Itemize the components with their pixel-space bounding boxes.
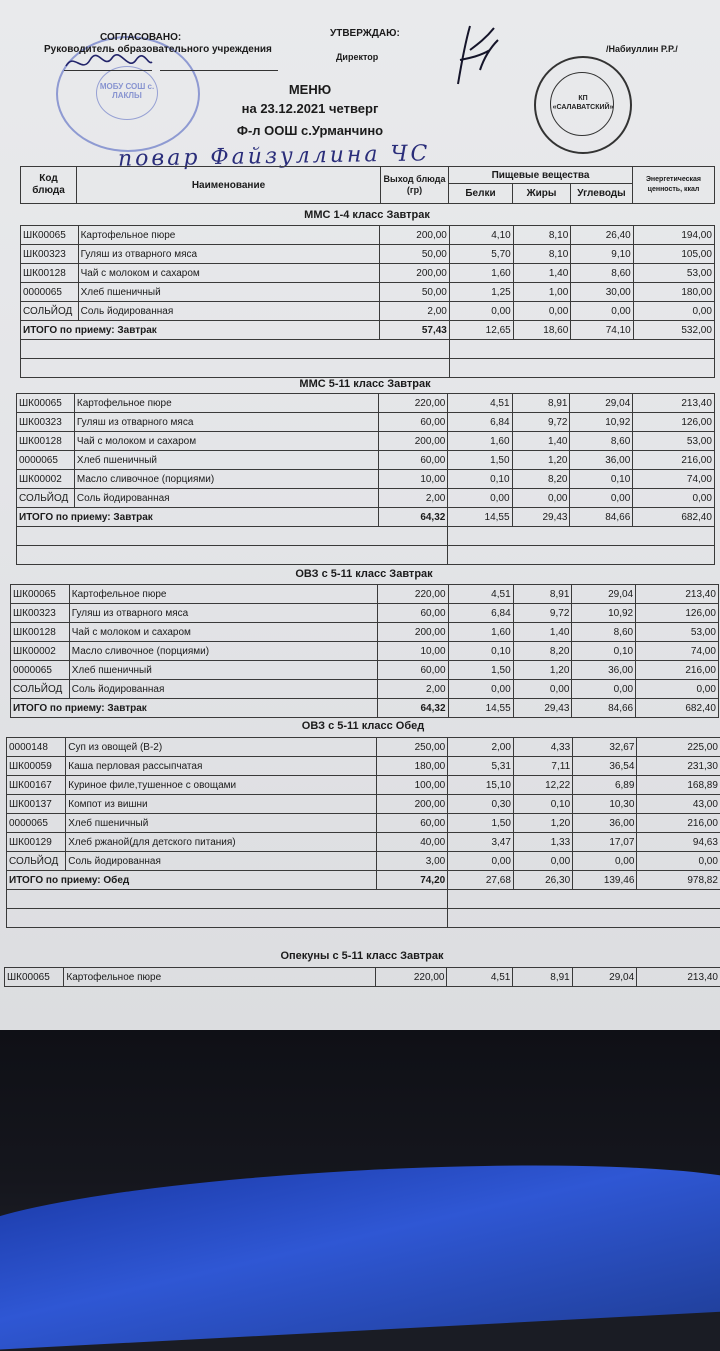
dish-protein: 4,51 bbox=[448, 585, 513, 604]
dish-name: Компот из вишни bbox=[66, 795, 377, 814]
dish-carbs: 9,10 bbox=[571, 245, 633, 264]
total-fat: 29,43 bbox=[512, 508, 570, 527]
table-row bbox=[11, 623, 719, 642]
dish-energy: 0,00 bbox=[637, 852, 720, 871]
section-title: ММС 5-11 класс Завтрак bbox=[215, 378, 515, 390]
dish-name: Картофельное пюре bbox=[74, 394, 378, 413]
table-row bbox=[11, 604, 719, 623]
dish-protein: 0,30 bbox=[448, 795, 514, 814]
table-row bbox=[11, 680, 719, 699]
table-row bbox=[17, 394, 715, 413]
dish-protein: 0,10 bbox=[448, 642, 513, 661]
dish-carbs: 36,00 bbox=[570, 451, 633, 470]
dish-protein: 3,47 bbox=[448, 833, 514, 852]
blank-row bbox=[7, 909, 720, 928]
dish-protein: 1,50 bbox=[448, 814, 514, 833]
total-energy: 532,00 bbox=[633, 321, 714, 340]
dish-carbs: 10,92 bbox=[572, 604, 636, 623]
dish-fat: 8,91 bbox=[512, 394, 570, 413]
total-fat: 18,60 bbox=[513, 321, 571, 340]
table-row bbox=[7, 814, 720, 833]
agreed-label: СОГЛАСОВАНО: bbox=[100, 32, 181, 43]
dish-fat: 9,72 bbox=[513, 604, 572, 623]
dish-fat: 12,22 bbox=[513, 776, 572, 795]
dish-energy: 213,40 bbox=[633, 394, 715, 413]
dish-carbs: 36,00 bbox=[572, 661, 636, 680]
dish-carbs: 0,10 bbox=[572, 642, 636, 661]
dish-code: ШК00065 bbox=[21, 226, 79, 245]
total-energy: 978,82 bbox=[637, 871, 720, 890]
dish-carbs: 10,30 bbox=[573, 795, 637, 814]
total-row bbox=[21, 321, 715, 340]
dish-energy: 74,00 bbox=[636, 642, 719, 661]
blank-row bbox=[17, 527, 715, 546]
handwritten-cook-note: повар Файзуллина ЧС bbox=[118, 141, 431, 171]
dish-energy: 213,40 bbox=[637, 968, 720, 987]
table-row bbox=[21, 302, 715, 321]
dish-name: Соль йодированная bbox=[78, 302, 380, 321]
dish-fat: 8,20 bbox=[512, 470, 570, 489]
dish-code: ШК00128 bbox=[11, 623, 70, 642]
dish-yield: 200,00 bbox=[380, 226, 449, 245]
dish-name: Чай с молоком и сахаром bbox=[69, 623, 377, 642]
dish-yield: 60,00 bbox=[378, 413, 448, 432]
dish-code: ШК00002 bbox=[17, 470, 75, 489]
dish-protein: 4,51 bbox=[447, 968, 513, 987]
section-title: Опекуны с 5-11 класс Завтрак bbox=[212, 950, 512, 962]
dish-protein: 1,60 bbox=[448, 432, 512, 451]
dish-code: ШК00065 bbox=[5, 968, 64, 987]
dish-yield: 60,00 bbox=[378, 451, 448, 470]
table-row bbox=[21, 264, 715, 283]
total-carbs: 139,46 bbox=[573, 871, 637, 890]
total-energy: 682,40 bbox=[636, 699, 719, 718]
blank-row bbox=[17, 546, 715, 565]
table-row bbox=[17, 489, 715, 508]
dish-carbs: 8,60 bbox=[571, 264, 633, 283]
total-protein: 27,68 bbox=[448, 871, 514, 890]
dish-fat: 8,10 bbox=[513, 226, 571, 245]
total-label: ИТОГО по приему: Завтрак bbox=[21, 321, 380, 340]
dish-name: Гуляш из отварного мяса bbox=[74, 413, 378, 432]
dish-name: Картофельное пюре bbox=[69, 585, 377, 604]
dish-code: 0000148 bbox=[7, 738, 66, 757]
table-row bbox=[11, 661, 719, 680]
dish-protein: 0,00 bbox=[448, 489, 512, 508]
dish-fat: 1,20 bbox=[513, 814, 572, 833]
dish-yield: 220,00 bbox=[375, 968, 447, 987]
dish-carbs: 36,00 bbox=[573, 814, 637, 833]
dish-code: 0000065 bbox=[17, 451, 75, 470]
total-carbs: 74,10 bbox=[571, 321, 633, 340]
dish-yield: 250,00 bbox=[376, 738, 447, 757]
total-row bbox=[11, 699, 719, 718]
dish-protein: 1,25 bbox=[449, 283, 513, 302]
dish-protein: 4,10 bbox=[449, 226, 513, 245]
dish-energy: 105,00 bbox=[633, 245, 714, 264]
dish-yield: 60,00 bbox=[377, 604, 448, 623]
table-row bbox=[17, 451, 715, 470]
approve-label: УТВЕРЖДАЮ: bbox=[330, 28, 400, 39]
dish-carbs: 0,00 bbox=[573, 852, 637, 871]
col-yield: Выход блюда (гр) bbox=[381, 167, 449, 204]
total-yield: 74,20 bbox=[376, 871, 447, 890]
dish-name: Хлеб пшеничный bbox=[78, 283, 380, 302]
dish-name: Картофельное пюре bbox=[78, 226, 380, 245]
col-nutrients: Пищевые вещества bbox=[449, 167, 633, 184]
dish-carbs: 29,04 bbox=[572, 585, 636, 604]
dish-name: Чай с молоком и сахаром bbox=[74, 432, 378, 451]
dish-fat: 7,11 bbox=[513, 757, 572, 776]
dish-energy: 180,00 bbox=[633, 283, 714, 302]
dish-protein: 0,00 bbox=[448, 680, 513, 699]
dish-protein: 1,60 bbox=[448, 623, 513, 642]
dish-code: СОЛЬЙОД bbox=[17, 489, 75, 508]
dish-carbs: 0,00 bbox=[570, 489, 633, 508]
dish-protein: 0,00 bbox=[449, 302, 513, 321]
dish-yield: 10,00 bbox=[378, 470, 448, 489]
dish-code: ШК00323 bbox=[21, 245, 79, 264]
table-row bbox=[5, 968, 720, 987]
dish-code: ШК00323 bbox=[17, 413, 75, 432]
dish-fat: 1,20 bbox=[512, 451, 570, 470]
dish-yield: 100,00 bbox=[376, 776, 447, 795]
total-yield: 64,32 bbox=[378, 508, 448, 527]
dish-fat: 1,40 bbox=[512, 432, 570, 451]
dish-name: Гуляш из отварного мяса bbox=[69, 604, 377, 623]
total-row bbox=[17, 508, 715, 527]
dish-energy: 53,00 bbox=[633, 432, 715, 451]
dish-fat: 4,33 bbox=[513, 738, 572, 757]
agreed-role: Руководитель образовательного учреждения bbox=[44, 44, 272, 55]
section-title: ММС 1-4 класс Завтрак bbox=[217, 209, 517, 221]
col-name: Наименование bbox=[77, 167, 381, 204]
dish-code: 0000065 bbox=[21, 283, 79, 302]
col-carbs: Углеводы bbox=[571, 184, 633, 204]
total-label: ИТОГО по приему: Завтрак bbox=[17, 508, 379, 527]
dish-energy: 231,30 bbox=[637, 757, 720, 776]
dish-code: ШК00323 bbox=[11, 604, 70, 623]
dish-energy: 216,00 bbox=[636, 661, 719, 680]
dish-carbs: 0,00 bbox=[571, 302, 633, 321]
total-yield: 64,32 bbox=[377, 699, 448, 718]
dish-energy: 216,00 bbox=[633, 451, 715, 470]
table-row bbox=[11, 642, 719, 661]
section-table bbox=[6, 737, 720, 928]
dish-energy: 168,89 bbox=[637, 776, 720, 795]
total-fat: 26,30 bbox=[513, 871, 572, 890]
dish-code: ШК00167 bbox=[7, 776, 66, 795]
stamp-right-text: КП «САЛАВАТСКИЙ» bbox=[550, 94, 616, 112]
dish-name: Масло сливочное (порциями) bbox=[74, 470, 378, 489]
dish-yield: 2,00 bbox=[378, 489, 448, 508]
total-protein: 14,55 bbox=[448, 699, 513, 718]
table-row bbox=[7, 833, 720, 852]
blank-row bbox=[21, 340, 715, 359]
dish-yield: 200,00 bbox=[380, 264, 449, 283]
dish-name: Картофельное пюре bbox=[64, 968, 375, 987]
dish-yield: 60,00 bbox=[377, 661, 448, 680]
total-label: ИТОГО по приему: Завтрак bbox=[11, 699, 378, 718]
dish-carbs: 30,00 bbox=[571, 283, 633, 302]
dish-name: Соль йодированная bbox=[74, 489, 378, 508]
dish-energy: 0,00 bbox=[636, 680, 719, 699]
col-code: Код блюда bbox=[21, 167, 77, 204]
dish-name: Куриное филе,тушенное с овощами bbox=[66, 776, 377, 795]
dish-energy: 216,00 bbox=[637, 814, 720, 833]
dish-name: Хлеб пшеничный bbox=[69, 661, 377, 680]
dish-fat: 1,33 bbox=[513, 833, 572, 852]
total-fat: 29,43 bbox=[513, 699, 572, 718]
dish-code: ШК00137 bbox=[7, 795, 66, 814]
dish-yield: 50,00 bbox=[380, 283, 449, 302]
dish-yield: 60,00 bbox=[376, 814, 447, 833]
dish-code: СОЛЬЙОД bbox=[21, 302, 79, 321]
dish-yield: 220,00 bbox=[377, 585, 448, 604]
dish-yield: 200,00 bbox=[377, 623, 448, 642]
dish-energy: 126,00 bbox=[633, 413, 715, 432]
school-name: Ф-л ООШ с.Урманчино bbox=[180, 123, 440, 138]
dish-name: Хлеб пшеничный bbox=[74, 451, 378, 470]
dish-name: Чай с молоком и сахаром bbox=[78, 264, 380, 283]
dish-code: ШК00059 bbox=[7, 757, 66, 776]
total-row bbox=[7, 871, 720, 890]
dish-fat: 0,10 bbox=[513, 795, 572, 814]
dish-energy: 225,00 bbox=[637, 738, 720, 757]
dish-name: Суп из овощей (В-2) bbox=[66, 738, 377, 757]
dish-carbs: 29,04 bbox=[572, 968, 636, 987]
section-table bbox=[20, 225, 715, 378]
table-row bbox=[11, 585, 719, 604]
dish-fat: 1,20 bbox=[513, 661, 572, 680]
dish-name: Соль йодированная bbox=[66, 852, 377, 871]
dish-yield: 2,00 bbox=[377, 680, 448, 699]
total-yield: 57,43 bbox=[380, 321, 449, 340]
dish-code: ШК00128 bbox=[17, 432, 75, 451]
table-row bbox=[21, 283, 715, 302]
dish-energy: 43,00 bbox=[637, 795, 720, 814]
total-carbs: 84,66 bbox=[572, 699, 636, 718]
dish-protein: 5,70 bbox=[449, 245, 513, 264]
dish-energy: 194,00 bbox=[633, 226, 714, 245]
table-row bbox=[17, 413, 715, 432]
dish-fat: 8,10 bbox=[513, 245, 571, 264]
dish-fat: 1,40 bbox=[513, 264, 571, 283]
col-energy: Энергетическая ценность, ккал bbox=[633, 167, 715, 204]
dish-name: Масло сливочное (порциями) bbox=[69, 642, 377, 661]
section-table bbox=[10, 584, 719, 718]
dish-carbs: 17,07 bbox=[573, 833, 637, 852]
dish-code: ШК00065 bbox=[11, 585, 70, 604]
dish-fat: 1,00 bbox=[513, 283, 571, 302]
dish-yield: 2,00 bbox=[380, 302, 449, 321]
dish-carbs: 36,54 bbox=[573, 757, 637, 776]
dish-yield: 40,00 bbox=[376, 833, 447, 852]
dish-yield: 180,00 bbox=[376, 757, 447, 776]
table-row bbox=[7, 757, 720, 776]
dish-yield: 3,00 bbox=[376, 852, 447, 871]
dish-name: Соль йодированная bbox=[69, 680, 377, 699]
column-header-table bbox=[20, 166, 715, 204]
dish-name: Хлеб ржаной(для детского питания) bbox=[66, 833, 377, 852]
dish-fat: 1,40 bbox=[513, 623, 572, 642]
dish-carbs: 10,92 bbox=[570, 413, 633, 432]
dish-yield: 200,00 bbox=[376, 795, 447, 814]
total-protein: 14,55 bbox=[448, 508, 512, 527]
table-row bbox=[7, 795, 720, 814]
dish-fat: 0,00 bbox=[512, 489, 570, 508]
dish-fat: 0,00 bbox=[513, 680, 572, 699]
dish-protein: 0,10 bbox=[448, 470, 512, 489]
dish-protein: 15,10 bbox=[448, 776, 514, 795]
dish-energy: 94,63 bbox=[637, 833, 720, 852]
dish-energy: 53,00 bbox=[633, 264, 714, 283]
dish-energy: 0,00 bbox=[633, 489, 715, 508]
dish-energy: 0,00 bbox=[633, 302, 714, 321]
company-stamp-right bbox=[534, 56, 632, 154]
dish-protein: 6,84 bbox=[448, 413, 512, 432]
section-title: ОВЗ с 5-11 класс Завтрак bbox=[214, 568, 514, 580]
blank-row bbox=[7, 890, 720, 909]
dish-yield: 10,00 bbox=[377, 642, 448, 661]
dish-protein: 5,31 bbox=[448, 757, 514, 776]
dish-carbs: 8,60 bbox=[570, 432, 633, 451]
stamp-left-text: МОБУ СОШ с. ЛАКЛЫ bbox=[98, 82, 156, 100]
dish-protein: 0,00 bbox=[448, 852, 514, 871]
dish-energy: 53,00 bbox=[636, 623, 719, 642]
total-energy: 682,40 bbox=[633, 508, 715, 527]
table-row bbox=[17, 432, 715, 451]
dish-carbs: 32,67 bbox=[573, 738, 637, 757]
dish-protein: 6,84 bbox=[448, 604, 513, 623]
director-name: /Набиуллин Р.Р./ bbox=[606, 44, 678, 54]
dish-name: Хлеб пшеничный bbox=[66, 814, 377, 833]
total-label: ИТОГО по приему: Обед bbox=[7, 871, 377, 890]
dish-carbs: 0,00 bbox=[572, 680, 636, 699]
table-row bbox=[21, 245, 715, 264]
dish-protein: 1,50 bbox=[448, 661, 513, 680]
dish-carbs: 26,40 bbox=[571, 226, 633, 245]
dish-fat: 0,00 bbox=[513, 852, 572, 871]
dish-yield: 220,00 bbox=[378, 394, 448, 413]
blank-row bbox=[21, 359, 715, 378]
dish-energy: 74,00 bbox=[633, 470, 715, 489]
dish-code: ШК00129 bbox=[7, 833, 66, 852]
table-row bbox=[7, 776, 720, 795]
dish-carbs: 6,89 bbox=[573, 776, 637, 795]
director-signature bbox=[440, 20, 510, 90]
dish-yield: 50,00 bbox=[380, 245, 449, 264]
section-table bbox=[16, 393, 715, 565]
dish-name: Гуляш из отварного мяса bbox=[78, 245, 380, 264]
dish-carbs: 0,10 bbox=[570, 470, 633, 489]
table-row bbox=[7, 738, 720, 757]
dish-code: ШК00002 bbox=[11, 642, 70, 661]
dish-code: ШК00128 bbox=[21, 264, 79, 283]
dish-fat: 8,91 bbox=[513, 968, 572, 987]
dish-energy: 126,00 bbox=[636, 604, 719, 623]
dish-code: СОЛЬЙОД bbox=[7, 852, 66, 871]
dish-protein: 4,51 bbox=[448, 394, 512, 413]
dish-code: 0000065 bbox=[11, 661, 70, 680]
dish-code: ШК00065 bbox=[17, 394, 75, 413]
dish-name: Каша перловая рассыпчатая bbox=[66, 757, 377, 776]
dish-code: 0000065 bbox=[7, 814, 66, 833]
menu-title: МЕНЮ bbox=[180, 82, 440, 97]
dish-protein: 1,50 bbox=[448, 451, 512, 470]
dish-carbs: 29,04 bbox=[570, 394, 633, 413]
total-carbs: 84,66 bbox=[570, 508, 633, 527]
dish-yield: 200,00 bbox=[378, 432, 448, 451]
dish-protein: 1,60 bbox=[449, 264, 513, 283]
dish-carbs: 8,60 bbox=[572, 623, 636, 642]
table-row bbox=[17, 470, 715, 489]
table-row bbox=[21, 226, 715, 245]
section-table bbox=[4, 967, 720, 987]
approve-role: Директор bbox=[336, 52, 378, 62]
dish-protein: 2,00 bbox=[448, 738, 514, 757]
dish-fat: 8,20 bbox=[513, 642, 572, 661]
dish-fat: 9,72 bbox=[512, 413, 570, 432]
dish-code: СОЛЬЙОД bbox=[11, 680, 70, 699]
dish-fat: 8,91 bbox=[513, 585, 572, 604]
col-fat: Жиры bbox=[513, 184, 571, 204]
total-protein: 12,65 bbox=[449, 321, 513, 340]
col-protein: Белки bbox=[449, 184, 513, 204]
section-title: ОВЗ с 5-11 класс Обед bbox=[213, 720, 513, 732]
dish-fat: 0,00 bbox=[513, 302, 571, 321]
table-row bbox=[7, 852, 720, 871]
dish-energy: 213,40 bbox=[636, 585, 719, 604]
menu-date: на 23.12.2021 четверг bbox=[180, 101, 440, 116]
